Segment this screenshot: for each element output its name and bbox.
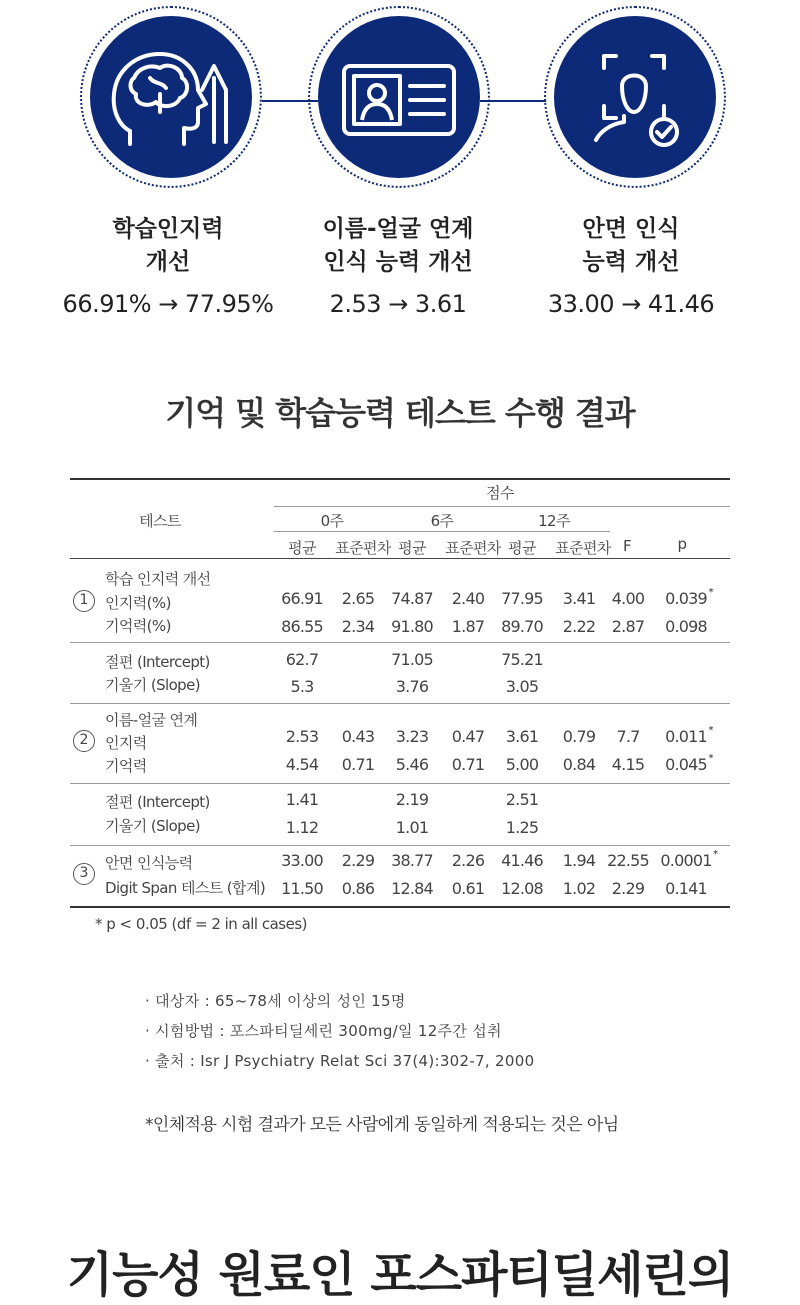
table-cell: 0.43 — [341, 727, 375, 746]
table-rule — [70, 845, 730, 846]
table-cell: 1.87 — [451, 617, 485, 636]
feature-title-line: 이름-얼굴 연계 — [322, 216, 474, 242]
table-cell: 0.141 — [665, 879, 707, 898]
group-number: 3 — [73, 863, 95, 885]
table-cell: 1.41 — [285, 790, 319, 809]
table-rule — [70, 783, 730, 784]
info-line: · 출처 : Isr J Psychiatry Relat Sci 37(4):302-7, 2000 — [145, 1052, 535, 1070]
brain-growth-icon — [90, 16, 252, 178]
table-cell: 3.76 — [395, 677, 429, 696]
table-cell: 2.65 — [341, 589, 375, 608]
feature-title — [278, 213, 518, 279]
feature-value: 66.91% → 77.95% — [62, 290, 274, 318]
significance-marker: * — [708, 587, 714, 598]
significance-marker: * — [708, 753, 714, 764]
table-cell: 71.05 — [391, 650, 433, 669]
face-recognition-icon — [554, 16, 716, 178]
row-label: 안면 인식능력 — [105, 854, 193, 872]
feature-title-line: 능력 개선 — [582, 249, 680, 275]
table-cell: 0.71 — [451, 755, 485, 774]
feature-title — [511, 213, 751, 279]
table-cell: 3.41 — [562, 589, 596, 608]
sub-header: 표준편차 — [555, 539, 611, 557]
table-cell: 0.61 — [451, 879, 485, 898]
group-number: 1 — [73, 590, 95, 612]
header-week: 6주 — [430, 512, 454, 530]
table-cell: 0.47 — [451, 727, 485, 746]
significance-marker: * — [708, 725, 714, 736]
feature-title-line: 개선 — [145, 249, 191, 275]
table-cell: 2.34 — [341, 617, 375, 636]
table-cell: 62.7 — [285, 650, 319, 669]
table-cell: 0.039 — [665, 589, 707, 608]
info-line: · 대상자 : 65~78세 이상의 성인 15명 — [145, 992, 406, 1010]
feature-value: 2.53 → 3.61 — [329, 290, 467, 318]
table-cell: 75.21 — [501, 650, 543, 669]
table-cell: 86.55 — [281, 617, 323, 636]
significance-marker: * — [713, 849, 718, 860]
table-cell: 0.71 — [341, 755, 375, 774]
bottom-title: 기능성 원료인 포스파티딜세린의 — [66, 1247, 734, 1303]
table-cell: 3.05 — [505, 677, 539, 696]
header-score: 점수 — [486, 484, 514, 502]
table-cell: 38.77 — [391, 851, 433, 870]
table-cell: 1.12 — [285, 818, 319, 837]
info-line: · 시험방법 : 포스파티딜세린 300mg/일 12주간 섭취 — [145, 1022, 502, 1040]
feature-title — [48, 213, 288, 279]
table-rule — [274, 506, 730, 507]
row-label: 기울기 (Slope) — [105, 817, 200, 835]
disclaimer: *인체적용 시험 결과가 모든 사람에게 동일하게 적용되는 것은 아님 — [145, 1115, 619, 1135]
table-cell: 7.7 — [616, 727, 640, 746]
table-rule — [70, 906, 730, 908]
table-rule — [70, 558, 730, 559]
section-title: 기억 및 학습능력 테스트 수행 결과 — [165, 394, 635, 432]
table-cell: 1.94 — [562, 851, 596, 870]
row-label: 기울기 (Slope) — [105, 676, 200, 694]
row-label: 절편 (Intercept) — [105, 653, 210, 671]
table-cell: 0.86 — [341, 879, 375, 898]
sub-header: 평균 — [398, 539, 426, 557]
header-week: 0주 — [320, 512, 344, 530]
table-cell: 0.098 — [665, 617, 707, 636]
feature-title-line: 학습인지력 — [112, 216, 224, 242]
sub-header: 평균 — [288, 539, 316, 557]
row-label: 이름-얼굴 연계 — [105, 711, 198, 729]
table-cell: 12.84 — [391, 879, 433, 898]
table-cell: 11.50 — [281, 879, 323, 898]
header-test: 테스트 — [139, 512, 181, 530]
table-cell: 2.29 — [611, 879, 645, 898]
sub-header: p — [677, 535, 687, 553]
sub-header: 표준편차 — [335, 539, 391, 557]
table-cell: 4.54 — [285, 755, 319, 774]
row-label: 기억력(%) — [105, 617, 171, 635]
table-cell: 3.61 — [505, 727, 539, 746]
sub-header: F — [622, 537, 632, 555]
row-label: 기억력 — [105, 757, 147, 775]
table-rule — [70, 478, 730, 480]
table-cell: 2.87 — [611, 617, 645, 636]
table-rule — [70, 703, 730, 704]
feature-title-line: 안면 인식 — [582, 216, 680, 242]
table-cell: 1.02 — [562, 879, 596, 898]
table-cell: 2.51 — [505, 790, 539, 809]
feature-icons-row — [0, 0, 800, 200]
table-rule — [274, 531, 610, 532]
results-table — [70, 478, 730, 908]
row-label: Digit Span 테스트 (합계) — [105, 879, 266, 897]
table-cell: 89.70 — [501, 617, 543, 636]
table-cell: 33.00 — [281, 851, 323, 870]
row-label: 인지력 — [105, 734, 147, 752]
table-cell: 0.79 — [562, 727, 596, 746]
sub-header: 표준편차 — [445, 539, 501, 557]
table-cell: 1.01 — [395, 818, 429, 837]
table-cell: 4.15 — [611, 755, 645, 774]
row-label: 인지력(%) — [105, 594, 171, 612]
header-week: 12주 — [538, 512, 570, 530]
group-number: 2 — [73, 730, 95, 752]
table-cell: 1.25 — [505, 818, 539, 837]
table-cell: 22.55 — [607, 851, 649, 870]
table-cell: 3.23 — [395, 727, 429, 746]
table-cell: 74.87 — [391, 589, 433, 608]
table-cell: 2.40 — [451, 589, 485, 608]
table-cell: 5.3 — [290, 677, 314, 696]
table-cell: 91.80 — [391, 617, 433, 636]
table-cell: 77.95 — [501, 589, 543, 608]
feature-value: 33.00 → 41.46 — [547, 290, 715, 318]
table-cell: 2.26 — [451, 851, 485, 870]
row-label: 절편 (Intercept) — [105, 793, 210, 811]
table-cell: 66.91 — [281, 589, 323, 608]
table-cell: 2.53 — [285, 727, 319, 746]
table-cell: 0.011 — [665, 727, 707, 746]
table-cell: 41.46 — [501, 851, 543, 870]
table-cell: 5.46 — [395, 755, 429, 774]
feature-title-line: 인식 능력 개선 — [323, 249, 473, 275]
id-card-icon — [318, 16, 480, 178]
row-label: 학습 인지력 개선 — [105, 570, 211, 588]
sub-header: 평균 — [508, 539, 536, 557]
table-rule — [70, 642, 730, 643]
table-cell: 12.08 — [501, 879, 543, 898]
table-cell: 2.29 — [341, 851, 375, 870]
table-cell: 4.00 — [611, 589, 645, 608]
table-cell: 0.045 — [665, 755, 707, 774]
footnote: * p < 0.05 (df = 2 in all cases) — [95, 915, 308, 933]
table-cell: 5.00 — [505, 755, 539, 774]
table-cell: 2.19 — [395, 790, 429, 809]
table-cell: 0.84 — [562, 755, 596, 774]
table-cell: 0.0001 — [660, 851, 712, 870]
table-cell: 2.22 — [562, 617, 596, 636]
